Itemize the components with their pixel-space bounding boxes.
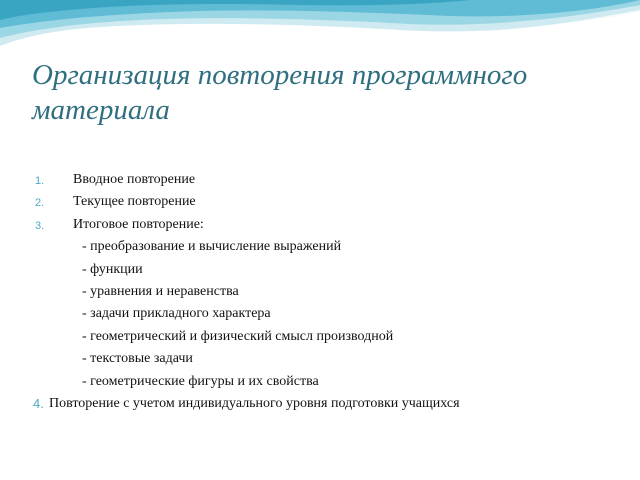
repetition-list	[0, 172, 640, 418]
sub-list-item-text: - уравнения и неравенства	[82, 283, 239, 299]
sub-list-item-text: - преобразование и вычисление выражений	[82, 239, 342, 255]
sub-list-item-text: - текстовые задачи	[82, 351, 193, 367]
list-item	[0, 194, 640, 216]
list-item	[0, 396, 640, 418]
sub-list-item-text: - функции	[82, 261, 143, 277]
list-item-number: 2.	[35, 197, 45, 210]
sub-list-item	[0, 239, 640, 261]
list-item	[0, 172, 640, 194]
list-item-text: Итоговое повторение:	[73, 216, 204, 232]
sub-list-item-text: - геометрический и физический смысл производной	[82, 328, 394, 344]
sub-list-item	[0, 306, 640, 328]
list-item-number: 3.	[35, 219, 45, 232]
sub-list-item-text: - задачи прикладного характера	[82, 306, 271, 322]
list-item	[0, 217, 640, 239]
sub-list-item-text: - геометрические фигуры и их свойства	[82, 373, 319, 389]
decorative-wave	[0, 0, 640, 60]
slide-title: Организация повторения программного материала	[32, 59, 528, 126]
list-item-number: 4.	[33, 395, 44, 411]
sub-list-item	[0, 329, 640, 351]
list-item-text: Вводное повторение	[73, 172, 196, 187]
sub-list-item	[0, 284, 640, 306]
list-item-text: Повторение с учетом индивидуального уровня подготовки учащихся	[49, 395, 460, 411]
list-item-number: 1.	[35, 175, 45, 187]
sub-list-item	[0, 374, 640, 396]
sub-list-item	[0, 351, 640, 373]
list-item-text: Текущее повторение	[73, 194, 196, 210]
sub-list-item	[0, 262, 640, 284]
